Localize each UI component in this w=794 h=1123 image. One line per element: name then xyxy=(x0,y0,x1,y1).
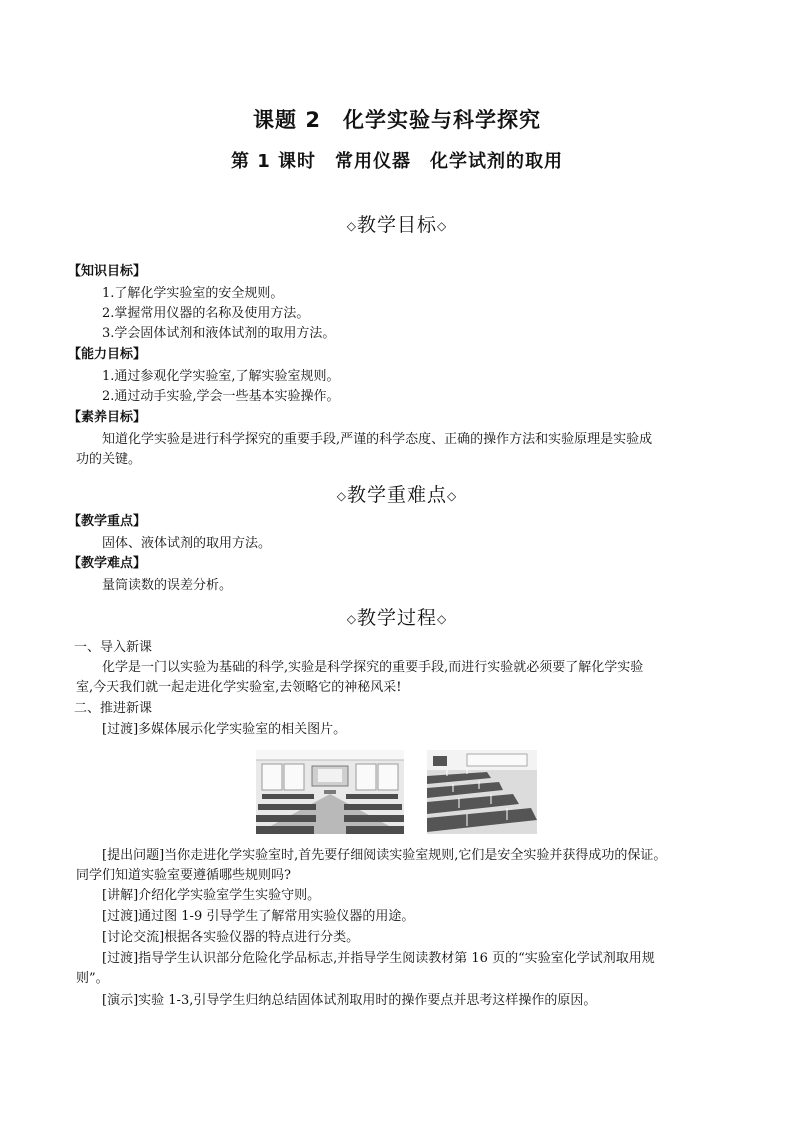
focus-heading: 【教学重点】 xyxy=(68,514,147,529)
intro-text-line-1: 化学是一门以实验为基础的科学,实验是科学探究的重要手段,而进行实验就必须要了解化学实验 xyxy=(102,660,644,675)
diamond-icon: ◇ xyxy=(447,489,458,503)
literacy-objectives-heading: 【素养目标】 xyxy=(68,410,147,425)
lab-photo-front-view xyxy=(256,750,404,834)
section-heading-text: 教学目标 xyxy=(356,214,437,236)
knowledge-objectives-heading: 【知识目标】 xyxy=(68,264,147,279)
lab-photo-side-view xyxy=(427,750,537,834)
lab-photo-side-image xyxy=(427,750,537,834)
knowledge-item-2: 2.掌握常用仪器的名称及使用方法。 xyxy=(102,306,310,321)
section-heading-text: 教学过程 xyxy=(356,607,437,629)
demo-text: [演示]实验 1-3,引导学生归纳总结固体试剂取用时的操作要点并思考这样操作的原因。 xyxy=(102,993,597,1008)
literacy-text-line-1: 知道化学实验是进行科学探究的重要手段,严谨的科学态度、正确的操作方法和实验原理是实验成 xyxy=(102,432,653,447)
section-heading-objectives xyxy=(0,210,794,237)
section-heading-text: 教学重难点 xyxy=(346,484,447,506)
ability-item-2: 2.通过动手实验,学会一些基本实验操作。 xyxy=(102,389,340,404)
literacy-text-line-2: 功的关键。 xyxy=(76,452,142,467)
intro-heading: 一、导入新课 xyxy=(74,640,153,655)
section-heading-process xyxy=(0,603,794,630)
lab-photo-front-image xyxy=(256,750,404,834)
transition-instruments: [过渡]通过图 1-9 引导学生了解常用实验仪器的用途。 xyxy=(102,909,415,924)
question-line-2: 同学们知道实验室要遵循哪些规则吗? xyxy=(76,868,291,883)
intro-text-line-2: 室,今天我们就一起走进化学实验室,去领略它的神秘风采! xyxy=(76,680,402,695)
transition-hazard-line-2: 则”。 xyxy=(76,971,109,986)
lesson-title: 课题 2 化学实验与科学探究 xyxy=(253,108,541,132)
discussion-text: [讨论交流]根据各实验仪器的特点进行分类。 xyxy=(102,930,360,945)
focus-text: 固体、液体试剂的取用方法。 xyxy=(102,536,272,551)
ability-item-1: 1.通过参观化学实验室,了解实验室规则。 xyxy=(102,369,340,384)
difficulty-heading: 【教学难点】 xyxy=(68,556,147,571)
diamond-icon: ◇ xyxy=(336,489,347,503)
knowledge-item-1: 1.了解化学实验室的安全规则。 xyxy=(102,286,284,301)
lesson-subtitle: 第 1 课时 常用仪器 化学试剂的取用 xyxy=(230,151,564,172)
ability-objectives-heading: 【能力目标】 xyxy=(68,347,147,362)
diamond-icon: ◇ xyxy=(346,219,357,233)
knowledge-item-3: 3.学会固体试剂和液体试剂的取用方法。 xyxy=(102,326,336,341)
transition-hazard-line-1: [过渡]指导学生认识部分危险化学品标志,并指导学生阅读教材第 16 页的“实验室化学试剂取用规 xyxy=(102,951,655,966)
diamond-icon: ◇ xyxy=(437,612,448,626)
question-line-1: [提出问题]当你走进化学实验室时,首先要仔细阅读实验室规则,它们是安全实验并获得成功的保证。 xyxy=(102,848,667,863)
explain-text: [讲解]介绍化学实验室学生实验守则。 xyxy=(102,888,321,903)
section-heading-keypoints xyxy=(0,480,794,507)
diamond-icon: ◇ xyxy=(346,612,357,626)
new-lesson-heading: 二、推进新课 xyxy=(74,701,153,716)
transition-multimedia: [过渡]多媒体展示化学实验室的相关图片。 xyxy=(102,722,347,737)
diamond-icon: ◇ xyxy=(437,219,448,233)
difficulty-text: 量筒读数的误差分析。 xyxy=(102,578,233,593)
